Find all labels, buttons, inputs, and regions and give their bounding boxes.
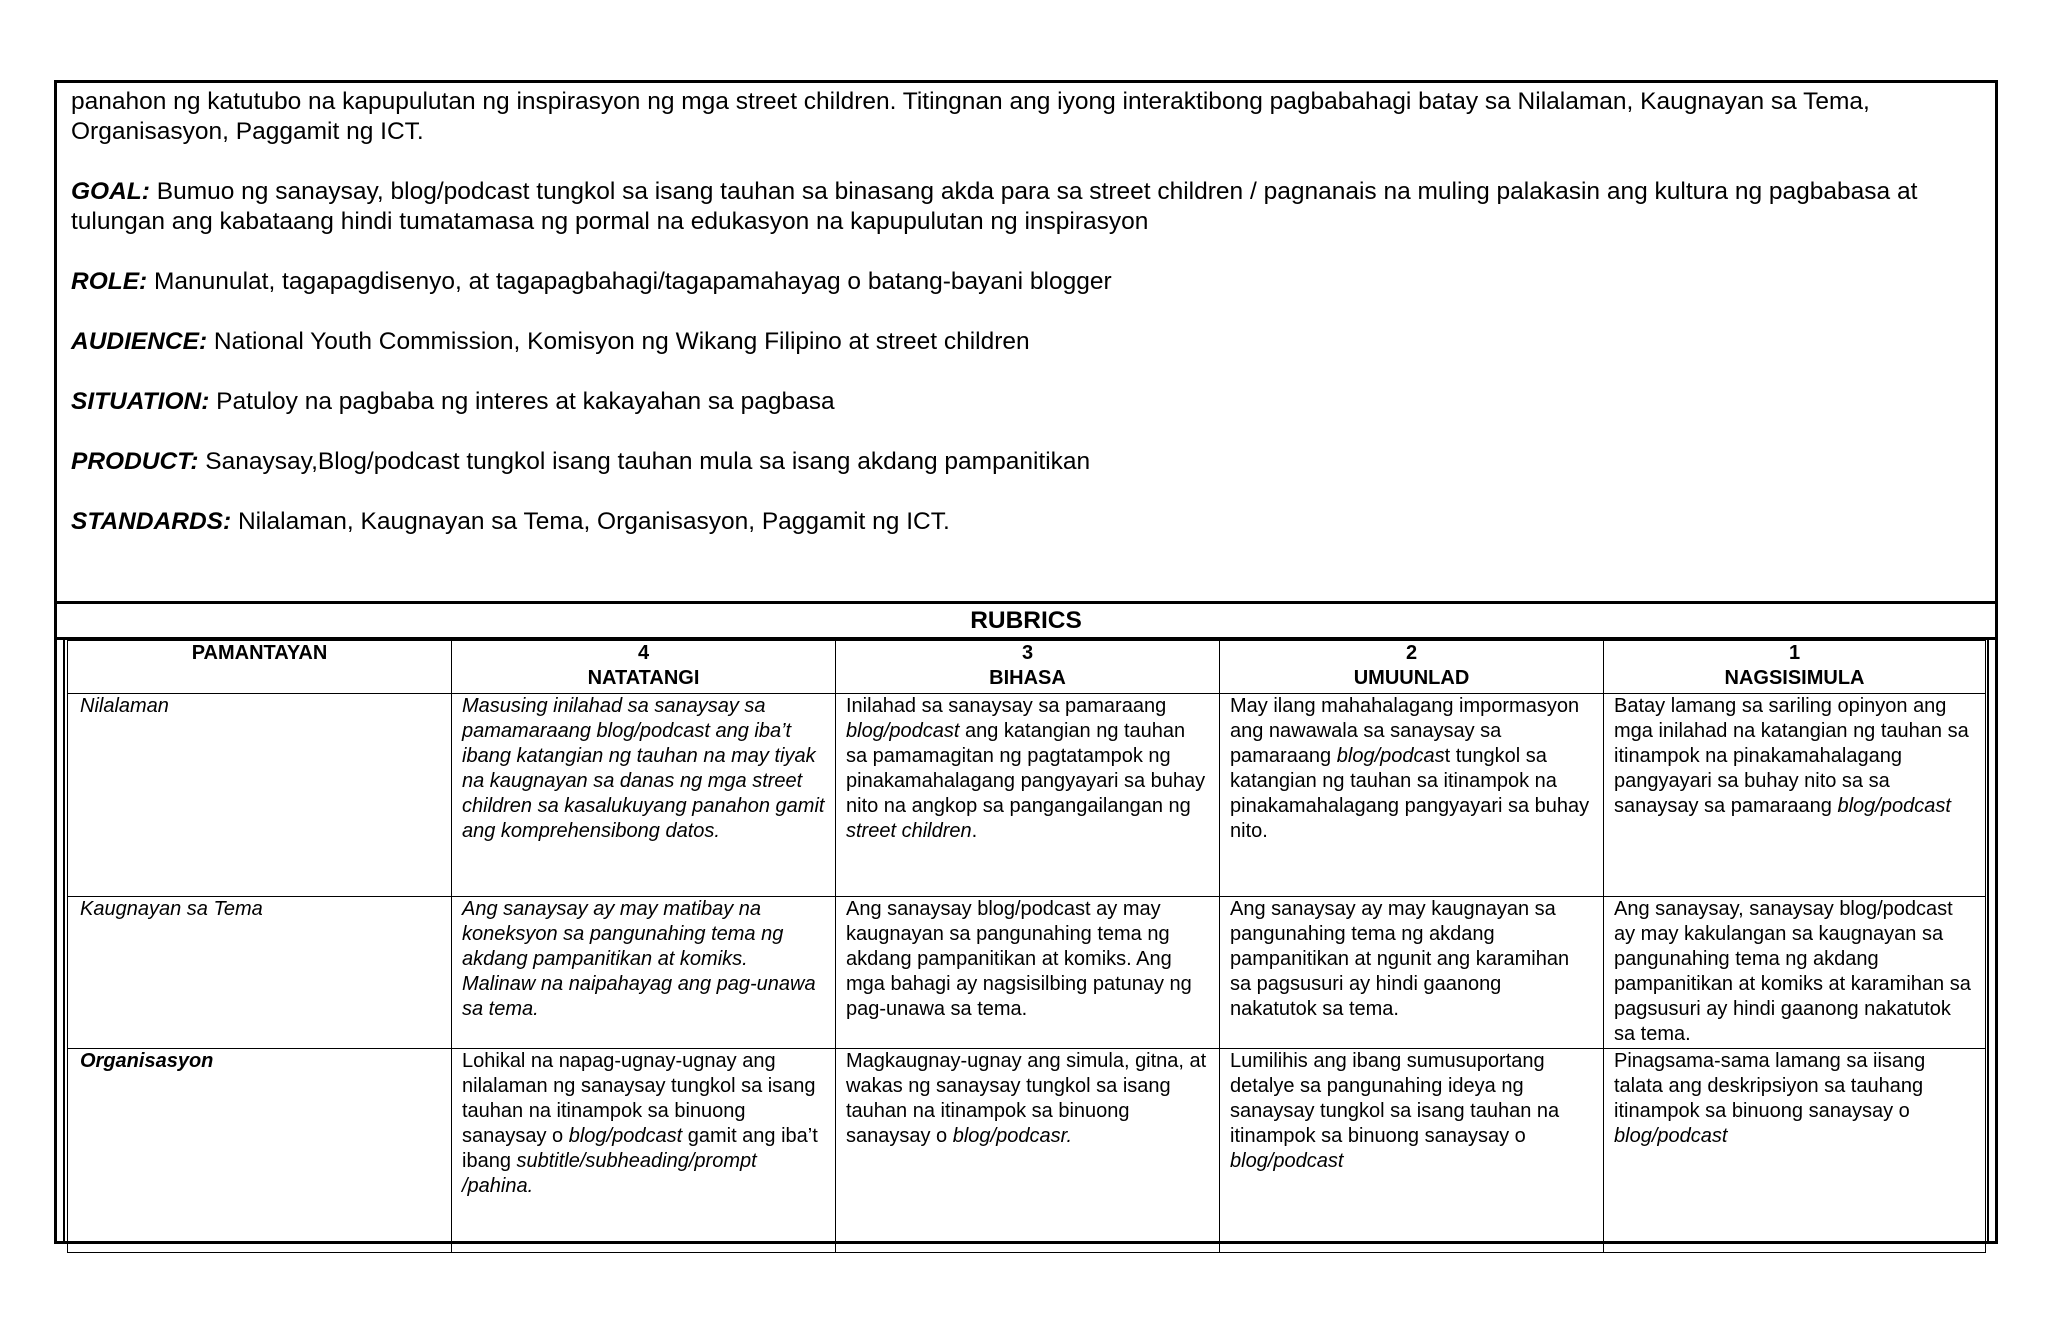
cell-level-4: Lohikal na napag-ugnay-ugnay ang nilalaman ng sanaysay tungkol sa isang tauhan na itinampok sa binuong sanaysay o blog/podcast gamit ang iba’t ibang subtitle/subheading/prompt /pahina. <box>452 1049 836 1253</box>
cell-level-4: Ang sanaysay ay may matibay na koneksyon sa pangunahing tema ng akdang pampanitikan at komiks. Malinaw na naipahayag ang pag-unawa sa tema. <box>452 897 836 1049</box>
task-document-frame <box>54 80 1998 1244</box>
cell-level-4: Masusing inilahad sa sanaysay sa pamamaraang blog/podcast ang iba’t ibang katangian ng tauhan na may tiyak na kaugnayan sa danas ng mga street children sa kasalukuyang panahon gamit ang komprehensibong datos. <box>452 694 836 897</box>
product-label: PRODUCT: <box>71 448 199 475</box>
cell-level-2: Ang sanaysay ay may kaugnayan sa pangunahing tema ng akdang pampanitikan at ngunit ang karamihan sa pagsusuri ay hindi gaanong nakatutok sa tema. <box>1220 897 1604 1049</box>
header-level-1: 1 NAGSISIMULA <box>1604 641 1986 694</box>
situation-label: SITUATION: <box>71 388 210 415</box>
intro-paragraph: panahon ng katutubo na kapupulutan ng inspirasyon ng mga street children. Titingnan ang iyong interaktibong pagbabahagi batay sa Nilalaman, Kaugnayan sa Tema, Organisasyon, Paggamit ng ICT. <box>71 88 1870 145</box>
situation-paragraph <box>71 387 1981 417</box>
cell-level-1: Pinagsama-sama lamang sa iisang talata ang deskripsiyon sa tauhang itinampok sa binuong sanaysay o blog/podcast <box>1604 1049 1986 1253</box>
cell-level-1: Batay lamang sa sariling opinyon ang mga inilahad na katangian ng tauhan sa itinampok na pinakamahalagang pangyayari sa buhay nito sa sa sanaysay sa pamaraang blog/podcast <box>1604 694 1986 897</box>
standards-label: STANDARDS: <box>71 508 232 535</box>
goal-label: GOAL: <box>71 178 150 205</box>
role-label: ROLE: <box>71 268 148 295</box>
cell-level-1: Ang sanaysay, sanaysay blog/podcast ay may kakulangan sa kaugnayan sa pangunahing tema ng akdang pampanitikan at komiks at karamihan sa pagsusuri ay hindi gaanong nakatutok sa tema. <box>1604 897 1986 1049</box>
standards-text: Nilalaman, Kaugnayan sa Tema, Organisasyon, Paggamit ng ICT. <box>231 508 950 535</box>
header-pamantayan: PAMANTAYAN <box>68 641 452 694</box>
situation-text: Patuloy na pagbaba ng interes at kakayahan sa pagbasa <box>209 388 835 415</box>
standards-paragraph <box>71 507 1981 537</box>
header-level-2: 2 UMUUNLAD <box>1220 641 1604 694</box>
header-level-4: 4 NATATANGI <box>452 641 836 694</box>
header-level-3: 3 BIHASA <box>836 641 1220 694</box>
criterion-organisasyon: Organisasyon <box>68 1049 452 1253</box>
table-row <box>68 694 1986 897</box>
rubric-title: RUBRICS <box>970 607 1082 634</box>
table-row <box>68 897 1986 1049</box>
product-text: Sanaysay,Blog/podcast tungkol isang tauhan mula sa isang akdang pampanitikan <box>198 448 1091 475</box>
cell-level-3: Inilahad sa sanaysay sa pamaraang blog/podcast ang katangian ng tauhan sa pamamagitan ng pagtatampok ng pinakamahalagang pangyayari sa buhay nito na angkop sa pangangailangan ng street children. <box>836 694 1220 897</box>
audience-text: National Youth Commission, Komisyon ng Wikang Filipino at street children <box>207 328 1030 355</box>
criterion-kaugnayan-sa-tema: Kaugnayan sa Tema <box>68 897 452 1049</box>
table-header-row <box>68 641 1986 694</box>
cell-level-2: Lumilihis ang ibang sumusuportang detalye sa pangunahing ideya ng sanaysay tungkol sa isang tauhan na itinampok sa binuong sanaysay o blog/podcast <box>1220 1049 1604 1253</box>
rubric-table <box>67 640 1986 1253</box>
cell-level-2: May ilang mahahalagang impormasyon ang nawawala sa sanaysay sa pamaraang blog/podcast tungkol sa katangian ng tauhan sa itinampok na pinakamahalagang pangyayari sa buhay nito. <box>1220 694 1604 897</box>
audience-paragraph <box>71 327 1981 357</box>
audience-label: AUDIENCE: <box>71 328 208 355</box>
task-description <box>57 83 1995 601</box>
table-right-border <box>1987 640 1995 1241</box>
table-row <box>68 1049 1986 1253</box>
product-paragraph <box>71 447 1981 477</box>
cell-level-3: Ang sanaysay blog/podcast ay may kaugnayan sa pangunahing tema ng akdang pampanitikan at komiks. Ang mga bahagi ay nagsisilbing patunay ng pag-unawa sa tema. <box>836 897 1220 1049</box>
role-paragraph <box>71 267 1981 297</box>
goal-paragraph <box>71 177 1981 237</box>
criterion-nilalaman: Nilalaman <box>68 694 452 897</box>
goal-text: Bumuo ng sanaysay, blog/podcast tungkol sa isang tauhan sa binasang akda para sa street children / pagnanais na muling palakasin ang kultura ng pagbabasa at tulungan ang kabataang hindi tumatamasa ng pormal na edukasyon na kapupulutan ng inspirasyon <box>71 178 1918 235</box>
role-text: Manunulat, tagapagdisenyo, at tagapagbahagi/tagapamahayag o batang-bayani blogger <box>147 268 1112 295</box>
table-left-border <box>57 640 65 1241</box>
cell-level-3: Magkaugnay-ugnay ang simula, gitna, at wakas ng sanaysay tungkol sa isang tauhan na itinampok sa binuong sanaysay o blog/podcasr. <box>836 1049 1220 1253</box>
